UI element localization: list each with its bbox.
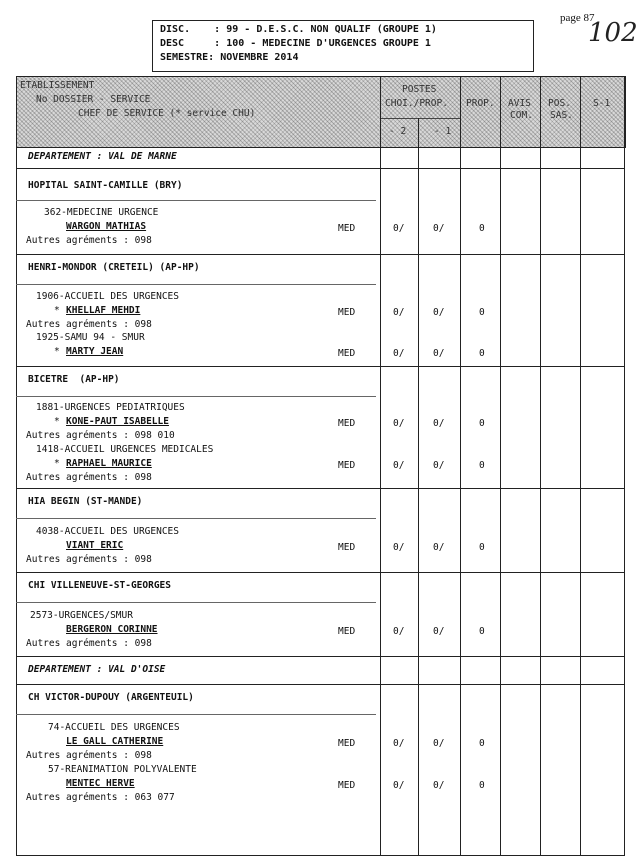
header-col-1: - 1 — [434, 126, 452, 137]
row-separator — [16, 200, 376, 201]
choi-col-2: 0/ — [393, 626, 405, 637]
med-label: MED — [338, 460, 356, 471]
autres-agrements: Autres agréments : 098 — [26, 472, 152, 483]
header-col-2: - 2 — [389, 126, 407, 137]
row-separator — [16, 168, 625, 169]
service-line: 4038-ACCUEIL DES URGENCES — [36, 526, 179, 537]
col-line-prop — [460, 76, 461, 855]
row-separator — [16, 518, 376, 519]
prop-value: 0 — [479, 418, 485, 429]
header-chef: CHEF DE SERVICE (* service CHU) — [78, 108, 256, 119]
autres-agrements: Autres agréments : 098 — [26, 750, 152, 761]
chu-marker: * — [54, 305, 60, 316]
prop-value: 0 — [479, 626, 485, 637]
chief-name: MENTEC HERVE — [66, 778, 135, 789]
choi-col-2: 0/ — [393, 542, 405, 553]
med-label: MED — [338, 626, 356, 637]
header-subdivider — [380, 118, 460, 119]
hospital-title: HIA BEGIN (ST-MANDE) — [28, 496, 143, 507]
header-s1: S-1 — [593, 98, 611, 109]
col-line-right — [624, 76, 625, 855]
chief-name: RAPHAEL MAURICE — [66, 458, 152, 469]
header-etablissement: ETABLISSEMENT — [20, 80, 95, 91]
chief-name: LE GALL CATHERINE — [66, 736, 164, 747]
prop-value: 0 — [479, 348, 485, 359]
prop-value: 0 — [479, 307, 485, 318]
choi-col-2: 0/ — [393, 738, 405, 749]
department-title: DEPARTEMENT : VAL D'OISE — [28, 664, 166, 675]
col-line-mid — [418, 118, 419, 855]
service-line: 1906-ACCUEIL DES URGENCES — [36, 291, 179, 302]
med-label: MED — [338, 418, 356, 429]
chu-marker: * — [54, 458, 60, 469]
service-line: 1925-SAMU 94 - SMUR — [36, 332, 145, 343]
row-separator — [16, 396, 376, 397]
med-label: MED — [338, 223, 356, 234]
autres-agrements: Autres agréments : 063 077 — [26, 792, 175, 803]
hospital-title: BICETRE (AP-HP) — [28, 374, 120, 385]
row-separator — [16, 656, 625, 657]
service-line: 1881-URGENCES PEDIATRIQUES — [36, 402, 185, 413]
service-line: 1418-ACCUEIL URGENCES MEDICALES — [36, 444, 214, 455]
choi-col-1: 0/ — [433, 780, 445, 791]
prop-value: 0 — [479, 460, 485, 471]
row-separator — [16, 572, 625, 573]
choi-col-1: 0/ — [433, 626, 445, 637]
autres-agrements: Autres agréments : 098 — [26, 319, 152, 330]
semestre-line: SEMESTRE: NOVEMBRE 2014 — [160, 52, 299, 63]
med-label: MED — [338, 780, 356, 791]
med-label: MED — [338, 738, 356, 749]
choi-col-1: 0/ — [433, 223, 445, 234]
col-line-pos — [540, 76, 541, 855]
choi-col-2: 0/ — [393, 348, 405, 359]
chief-name: WARGON MATHIAS — [66, 221, 147, 232]
row-separator — [16, 254, 625, 255]
header-choi-prop: CHOI./PROP. — [385, 98, 448, 109]
table-bottom-line — [16, 855, 625, 856]
handwritten-annotation: 102 — [588, 18, 638, 48]
choi-col-2: 0/ — [393, 780, 405, 791]
header-dossier: No DOSSIER - SERVICE — [36, 94, 151, 105]
choi-col-1: 0/ — [433, 307, 445, 318]
header-prop: PROP. — [466, 98, 495, 109]
header-com: COM. — [510, 110, 533, 121]
med-label: MED — [338, 307, 356, 318]
col-line-s1 — [580, 76, 581, 855]
col-line-left — [16, 146, 17, 855]
autres-agrements: Autres agréments : 098 — [26, 638, 152, 649]
choi-col-2: 0/ — [393, 307, 405, 318]
choi-col-1: 0/ — [433, 348, 445, 359]
header-avis: AVIS — [508, 98, 531, 109]
autres-agrements: Autres agréments : 098 010 — [26, 430, 175, 441]
col-line-choi — [380, 76, 381, 855]
row-separator — [16, 284, 376, 285]
autres-agrements: Autres agréments : 098 — [26, 235, 152, 246]
choi-col-1: 0/ — [433, 542, 445, 553]
chief-name: KONE-PAUT ISABELLE — [66, 416, 169, 427]
hospital-title: CHI VILLENEUVE-ST-GEORGES — [28, 580, 171, 591]
chief-name: MARTY JEAN — [66, 346, 124, 357]
choi-col-2: 0/ — [393, 460, 405, 471]
choi-col-1: 0/ — [433, 738, 445, 749]
chu-marker: * — [54, 416, 60, 427]
service-line: 74-ACCUEIL DES URGENCES — [48, 722, 180, 733]
choi-col-1: 0/ — [433, 460, 445, 471]
med-label: MED — [338, 348, 356, 359]
prop-value: 0 — [479, 223, 485, 234]
chief-name: VIANT ERIC — [66, 540, 124, 551]
autres-agrements: Autres agréments : 098 — [26, 554, 152, 565]
service-line: 57-REANIMATION POLYVALENTE — [48, 764, 197, 775]
choi-col-1: 0/ — [433, 418, 445, 429]
choi-col-2: 0/ — [393, 223, 405, 234]
hospital-title: HOPITAL SAINT-CAMILLE (BRY) — [28, 180, 183, 191]
row-separator — [16, 366, 625, 367]
header-postes: POSTES — [402, 84, 437, 95]
prop-value: 0 — [479, 542, 485, 553]
prop-value: 0 — [479, 780, 485, 791]
prop-value: 0 — [479, 738, 485, 749]
med-label: MED — [338, 542, 356, 553]
row-separator — [16, 684, 625, 685]
desc-line: DESC : 100 - MEDECINE D'URGENCES GROUPE 1 — [160, 38, 431, 49]
hospital-title: CH VICTOR-DUPOUY (ARGENTEUIL) — [28, 692, 194, 703]
department-title: DEPARTEMENT : VAL DE MARNE — [28, 151, 177, 162]
service-line: 2573-URGENCES/SMUR — [30, 610, 133, 621]
choi-col-2: 0/ — [393, 418, 405, 429]
row-separator — [16, 488, 625, 489]
chief-name: BERGERON CORINNE — [66, 624, 158, 635]
chief-name: KHELLAF MEHDI — [66, 305, 141, 316]
chu-marker: * — [54, 346, 60, 357]
header-sas: SAS. — [550, 110, 573, 121]
disc-line: DISC. : 99 - D.E.S.C. NON QUALIF (GROUPE 1) — [160, 24, 437, 35]
row-separator — [16, 602, 376, 603]
header-pos: POS. — [548, 98, 571, 109]
hospital-title: HENRI-MONDOR (CRETEIL) (AP-HP) — [28, 262, 200, 273]
col-line-avis — [500, 76, 501, 855]
service-line: 362-MEDECINE URGENCE — [44, 207, 159, 218]
row-separator — [16, 714, 376, 715]
page-number: page 87 — [560, 12, 595, 24]
